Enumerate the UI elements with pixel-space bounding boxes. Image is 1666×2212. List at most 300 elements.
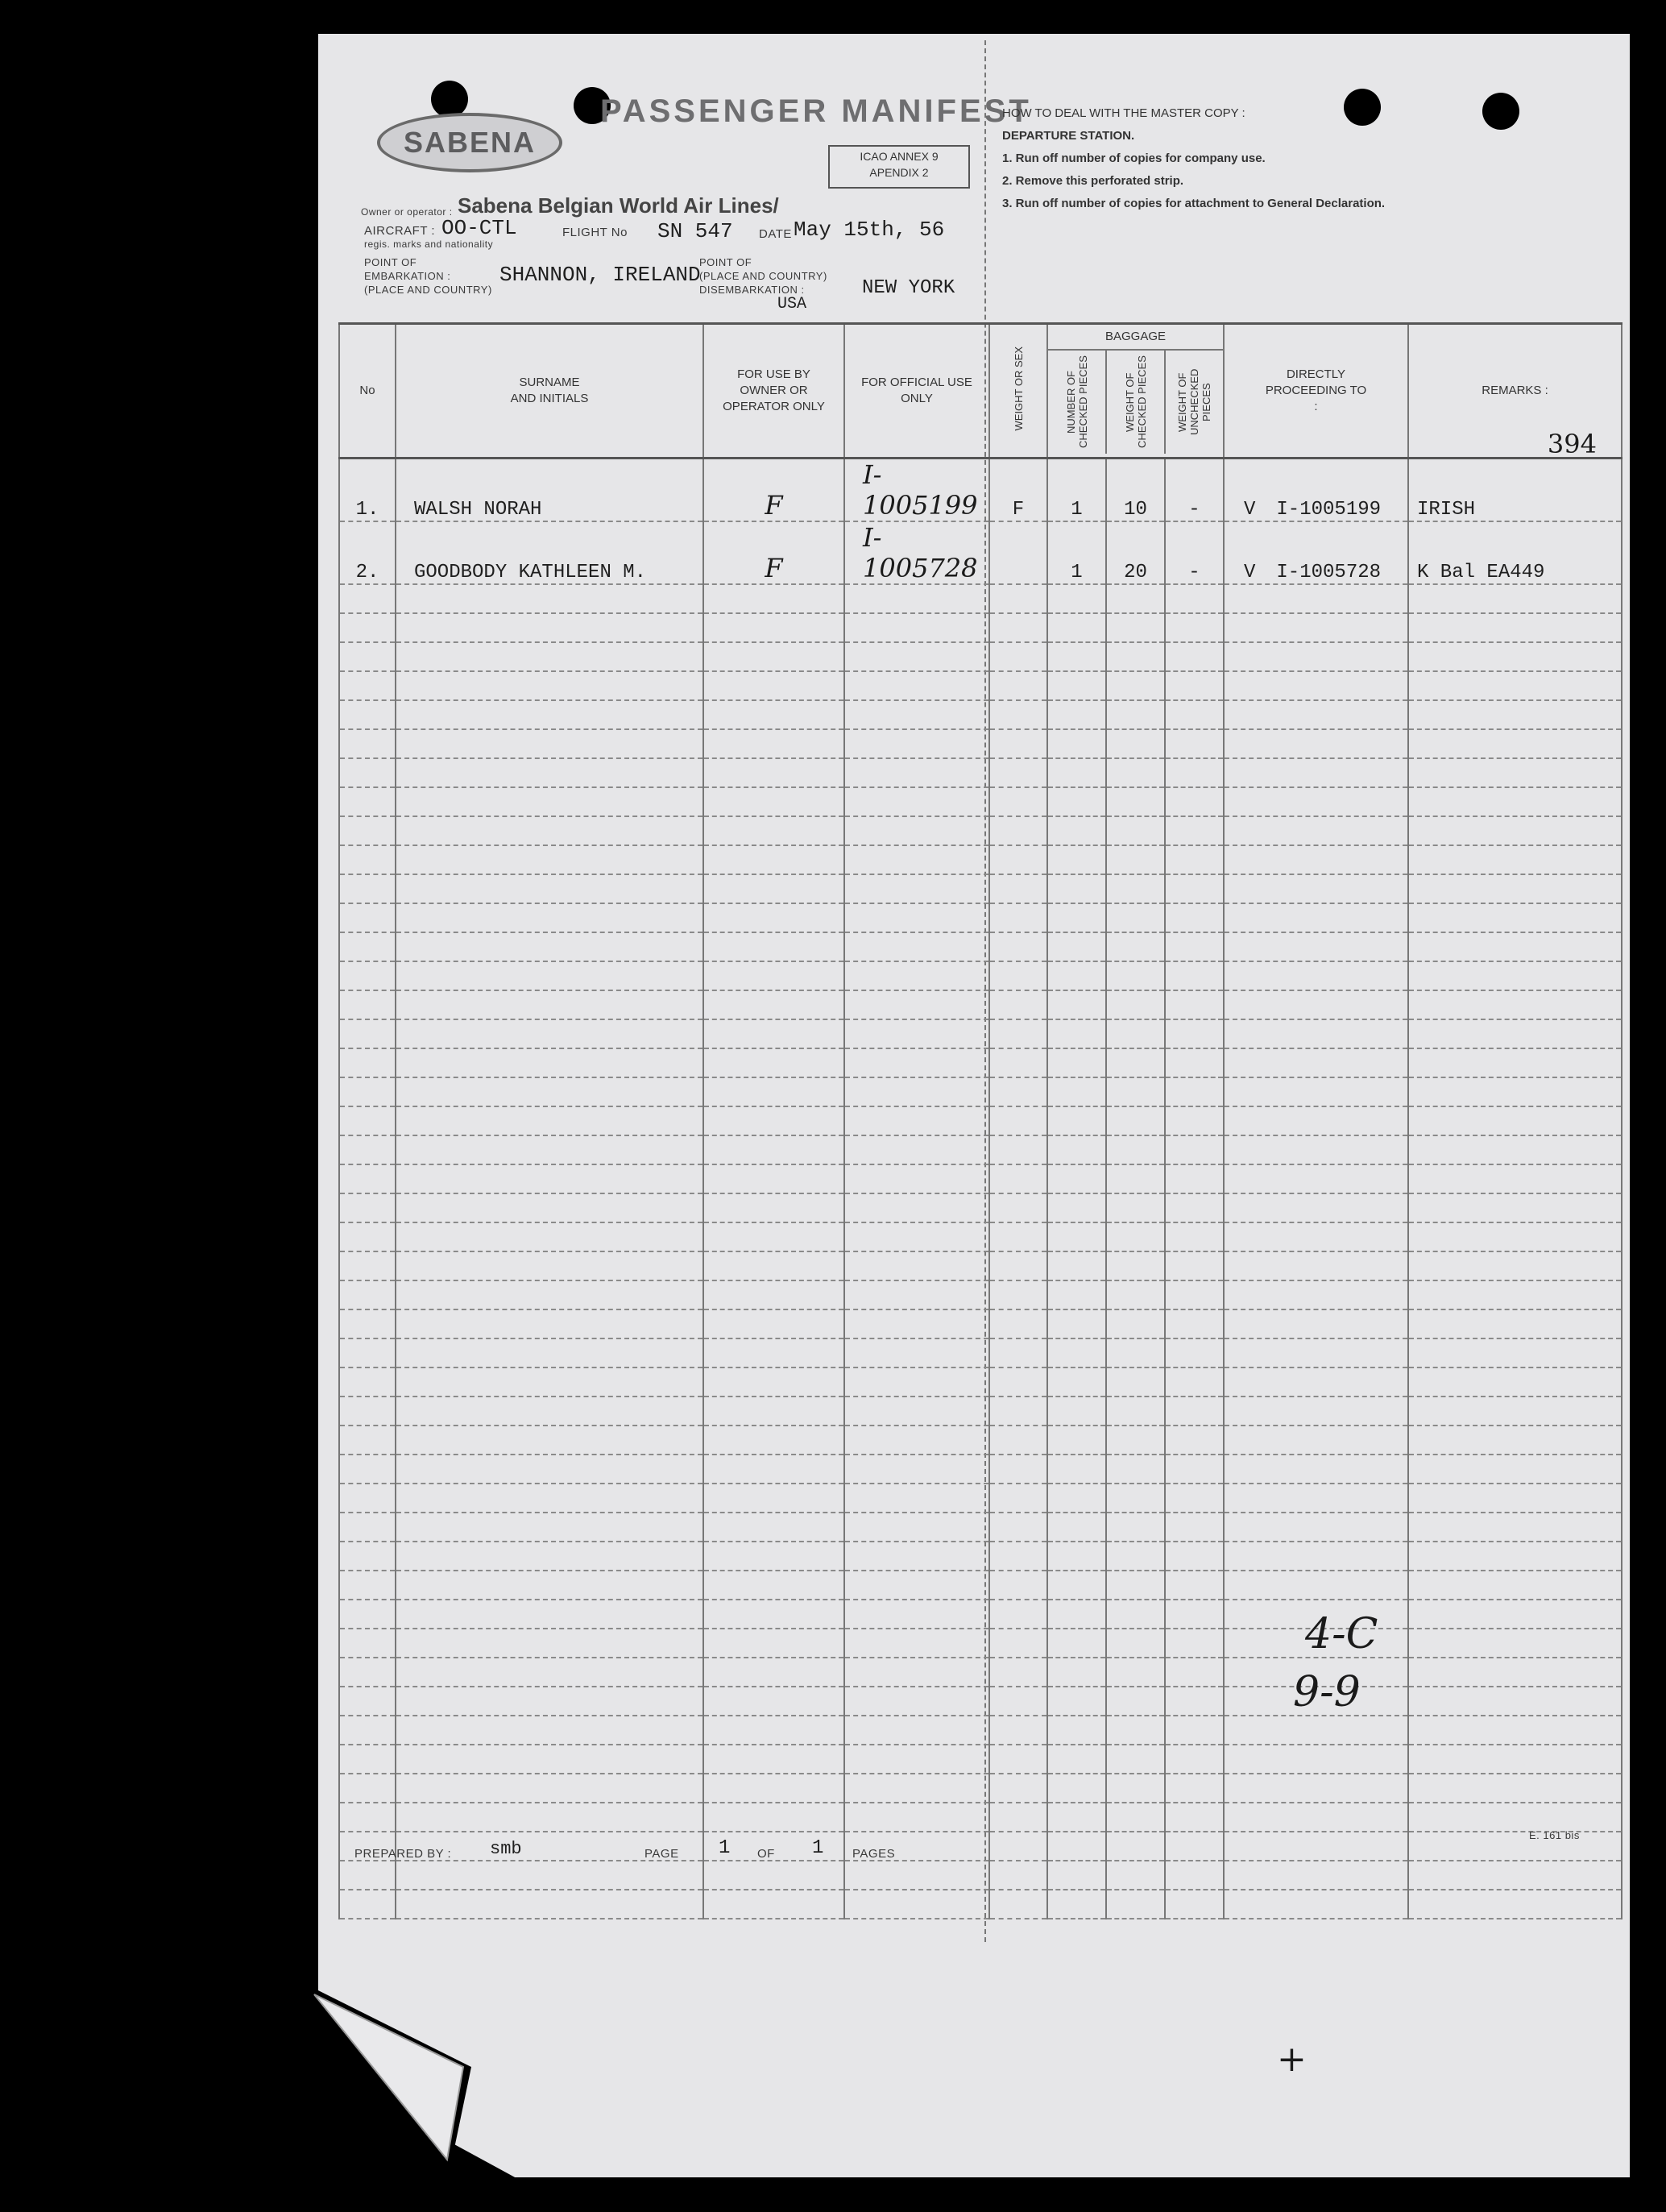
cell-official (844, 961, 989, 990)
cell-official (844, 990, 989, 1019)
cell-weight (1106, 1309, 1165, 1338)
cell-sex (989, 521, 1047, 584)
cell-sex (989, 700, 1047, 729)
cell-name (396, 1658, 703, 1687)
cell-name (396, 787, 703, 816)
cell-sex (989, 1571, 1047, 1600)
cell-name (396, 700, 703, 729)
cell-no (339, 1367, 396, 1397)
instructions: HOW TO DEAL WITH THE MASTER COPY : DEPARTURE STATION. 1. Run off number of copies for company use. 2. Remove this perforated strip. 3. Run off number of copies for attachment to General Declaration. (1002, 106, 1386, 210)
cell-no (339, 1019, 396, 1048)
cell-no (339, 1861, 396, 1890)
cell-weight (1106, 1832, 1165, 1861)
cell-pieces (1047, 1484, 1106, 1513)
cell-remarks (1408, 932, 1622, 961)
cell-proceed (1224, 584, 1408, 613)
cell-pieces (1047, 1803, 1106, 1832)
cell-pieces (1047, 1251, 1106, 1280)
cell-unchecked (1165, 1803, 1224, 1832)
cell-official (844, 1164, 989, 1193)
cell-proceed (1224, 1890, 1408, 1919)
cell-pieces (1047, 758, 1106, 787)
cell-unchecked (1165, 874, 1224, 903)
cell-owner (703, 1861, 844, 1890)
table-row (339, 459, 1622, 522)
cell-remarks (1408, 1890, 1622, 1919)
cell-proceed (1224, 700, 1408, 729)
cell-owner (703, 642, 844, 671)
cell-name (396, 459, 703, 522)
col-weight-sex: WEIGHT OR SEX (989, 324, 1047, 459)
cell-unchecked (1165, 1280, 1224, 1309)
cell-remarks (1408, 903, 1622, 932)
blank-row (339, 816, 1622, 845)
cell-weight (1106, 845, 1165, 874)
blank-row (339, 1832, 1622, 1861)
cell-name (396, 1019, 703, 1048)
cell-unchecked (1165, 1629, 1224, 1658)
blank-row (339, 903, 1622, 932)
pages-label: PAGES (852, 1847, 896, 1861)
cell-weight (1106, 613, 1165, 642)
cell-name (396, 845, 703, 874)
cell-unchecked (1165, 459, 1224, 522)
cell-unchecked (1165, 1832, 1224, 1861)
blank-row (339, 1658, 1622, 1687)
cell-unchecked (1165, 1222, 1224, 1251)
cell-weight (1106, 1600, 1165, 1629)
cell-proceed (1224, 459, 1408, 522)
cell-proceed (1224, 990, 1408, 1019)
cell-proceed (1224, 1484, 1408, 1513)
cell-pieces (1047, 1513, 1106, 1542)
blank-row (339, 642, 1622, 671)
cell-pieces (1047, 1193, 1106, 1222)
cell-unchecked (1165, 787, 1224, 816)
cell-unchecked (1165, 1106, 1224, 1135)
blank-row (339, 1687, 1622, 1716)
cell-pieces (1047, 1280, 1106, 1309)
cell-unchecked (1165, 1687, 1224, 1716)
cell-weight (1106, 874, 1165, 903)
cell-pieces (1047, 990, 1106, 1019)
cell-no (339, 1600, 396, 1629)
cell-owner (703, 903, 844, 932)
cell-no (339, 932, 396, 961)
blank-row (339, 1600, 1622, 1629)
cell-pieces (1047, 1716, 1106, 1745)
cell-weight (1106, 671, 1165, 700)
cell-no (339, 521, 396, 584)
cell-unchecked (1165, 1455, 1224, 1484)
cell-remarks (1408, 845, 1622, 874)
cell-owner (703, 1397, 844, 1426)
cell-no (339, 1077, 396, 1106)
cell-proceed (1224, 1542, 1408, 1571)
blank-row (339, 584, 1622, 613)
cell-proceed (1224, 1832, 1408, 1861)
cell-remarks (1408, 1774, 1622, 1803)
cell-pieces (1047, 1077, 1106, 1106)
cell-name (396, 1542, 703, 1571)
value-name: WALSH NORAH (414, 499, 542, 521)
cell-name (396, 1135, 703, 1164)
cell-proceed (1224, 729, 1408, 758)
cell-sex (989, 758, 1047, 787)
cell-proceed (1224, 1135, 1408, 1164)
disembark-label-1: POINT OF (699, 256, 752, 268)
cell-name (396, 1745, 703, 1774)
blank-row (339, 1367, 1622, 1397)
cell-official (844, 1222, 989, 1251)
cell-pieces (1047, 932, 1106, 961)
cell-no (339, 1745, 396, 1774)
proceed-code: I-1005728 (1276, 562, 1382, 583)
cell-sex (989, 903, 1047, 932)
cell-no (339, 1542, 396, 1571)
cell-name (396, 961, 703, 990)
cell-weight (1106, 1803, 1165, 1832)
cell-sex (989, 816, 1047, 845)
value-official: I-1005199 (863, 459, 978, 521)
value-owner: F (765, 490, 783, 521)
cell-name (396, 1629, 703, 1658)
value-pieces: 1 (1071, 499, 1083, 521)
blank-row (339, 1774, 1622, 1803)
cell-sex (989, 1484, 1047, 1513)
blank-row (339, 758, 1622, 787)
cell-unchecked (1165, 1135, 1224, 1164)
disembark-country: USA (777, 295, 807, 313)
cell-official (844, 1484, 989, 1513)
cell-remarks (1408, 1164, 1622, 1193)
cell-official (844, 1019, 989, 1048)
cell-name (396, 1222, 703, 1251)
cell-official (844, 729, 989, 758)
cell-official (844, 1135, 989, 1164)
cell-pieces (1047, 1890, 1106, 1919)
cell-remarks (1408, 1484, 1622, 1513)
cell-proceed (1224, 1774, 1408, 1803)
cell-official (844, 1367, 989, 1397)
cell-proceed (1224, 1048, 1408, 1077)
cell-weight (1106, 816, 1165, 845)
cell-pieces (1047, 521, 1106, 584)
cell-no (339, 1164, 396, 1193)
cell-official (844, 1774, 989, 1803)
cell-proceed (1224, 1367, 1408, 1397)
cell-proceed (1224, 816, 1408, 845)
blank-row (339, 1338, 1622, 1367)
cell-remarks (1408, 1251, 1622, 1280)
blank-row (339, 1164, 1622, 1193)
cell-remarks (1408, 1048, 1622, 1077)
cell-name (396, 1600, 703, 1629)
cell-owner (703, 1280, 844, 1309)
cell-name (396, 1193, 703, 1222)
cell-weight (1106, 1571, 1165, 1600)
col-official: FOR OFFICIAL USE ONLY (844, 324, 989, 459)
cell-sex (989, 1280, 1047, 1309)
cell-official (844, 459, 989, 522)
cell-sex (989, 1251, 1047, 1280)
cell-remarks (1408, 1367, 1622, 1397)
cell-sex (989, 1048, 1047, 1077)
cell-weight (1106, 1861, 1165, 1890)
blank-row (339, 1745, 1622, 1774)
handwritten-mark: + (1277, 2039, 1307, 2080)
cell-weight (1106, 1222, 1165, 1251)
cell-unchecked (1165, 1193, 1224, 1222)
cell-official (844, 1513, 989, 1542)
cell-unchecked (1165, 932, 1224, 961)
cell-official (844, 1803, 989, 1832)
cell-official (844, 1309, 989, 1338)
cell-unchecked (1165, 1890, 1224, 1919)
cell-no (339, 1426, 396, 1455)
value-official: I-1005728 (863, 522, 978, 583)
blank-row (339, 1077, 1622, 1106)
cell-proceed (1224, 521, 1408, 584)
cell-sex (989, 1600, 1047, 1629)
cell-remarks (1408, 1571, 1622, 1600)
cell-official (844, 700, 989, 729)
cell-owner (703, 990, 844, 1019)
cell-official (844, 1687, 989, 1716)
cell-no (339, 874, 396, 903)
cell-remarks (1408, 584, 1622, 613)
cell-sex (989, 584, 1047, 613)
cell-proceed (1224, 1019, 1408, 1048)
cell-weight (1106, 1426, 1165, 1455)
cell-remarks (1408, 1687, 1622, 1716)
cell-sex (989, 1193, 1047, 1222)
date-value: May 15th, 56 (794, 218, 945, 242)
folded-corner (310, 1986, 471, 2164)
cell-name (396, 990, 703, 1019)
cell-unchecked (1165, 1542, 1224, 1571)
cell-name (396, 816, 703, 845)
cell-unchecked (1165, 700, 1224, 729)
cell-unchecked (1165, 1077, 1224, 1106)
cell-pieces (1047, 1367, 1106, 1397)
embark-label-1: POINT OF (364, 256, 417, 268)
cell-no (339, 1397, 396, 1426)
cell-official (844, 642, 989, 671)
handwritten-note-1: 4-C (1305, 1610, 1378, 1658)
cell-owner (703, 758, 844, 787)
cell-proceed (1224, 961, 1408, 990)
cell-official (844, 1338, 989, 1367)
cell-unchecked (1165, 1571, 1224, 1600)
cell-sex (989, 1658, 1047, 1687)
cell-name (396, 1716, 703, 1745)
cell-pieces (1047, 1338, 1106, 1367)
cell-proceed (1224, 1571, 1408, 1600)
cell-owner (703, 1658, 844, 1687)
cell-unchecked (1165, 1745, 1224, 1774)
cell-unchecked (1165, 1513, 1224, 1542)
blank-row (339, 1397, 1622, 1426)
cell-owner (703, 961, 844, 990)
cell-sex (989, 874, 1047, 903)
blank-row (339, 1571, 1622, 1600)
cell-proceed (1224, 1455, 1408, 1484)
col-weight-checked: WEIGHT OF CHECKED PIECES (1123, 355, 1148, 449)
cell-pieces (1047, 874, 1106, 903)
punch-hole (1482, 93, 1519, 130)
cell-owner (703, 1222, 844, 1251)
cell-remarks (1408, 642, 1622, 671)
cell-proceed (1224, 642, 1408, 671)
blank-row (339, 1280, 1622, 1309)
cell-weight (1106, 459, 1165, 522)
cell-unchecked (1165, 1861, 1224, 1890)
of-value: 1 (812, 1837, 824, 1859)
cell-owner (703, 729, 844, 758)
cell-pieces (1047, 961, 1106, 990)
cell-unchecked (1165, 584, 1224, 613)
cell-unchecked (1165, 816, 1224, 845)
cell-remarks (1408, 1222, 1622, 1251)
cell-remarks (1408, 1513, 1622, 1542)
blank-row (339, 990, 1622, 1019)
cell-proceed (1224, 932, 1408, 961)
cell-sex (989, 1542, 1047, 1571)
cell-weight (1106, 758, 1165, 787)
cell-name (396, 1397, 703, 1426)
cell-remarks (1408, 758, 1622, 787)
cell-official (844, 903, 989, 932)
col-baggage: BAGGAGE NUMBER OF CHECKED PIECES WEIGHT OF CHECKED PIECES WEIGHT OF UNCHECKED PIECES (1047, 324, 1224, 459)
cell-official (844, 1048, 989, 1077)
value-remarks: IRISH (1417, 499, 1476, 521)
cell-remarks (1408, 459, 1622, 522)
disembark-value: NEW YORK (862, 277, 955, 299)
cell-proceed (1224, 1803, 1408, 1832)
cell-no (339, 1309, 396, 1338)
cell-pieces (1047, 1019, 1106, 1048)
blank-row (339, 874, 1622, 903)
cell-weight (1106, 1455, 1165, 1484)
cell-proceed (1224, 758, 1408, 787)
cell-official (844, 1426, 989, 1455)
cell-owner (703, 521, 844, 584)
cell-unchecked (1165, 961, 1224, 990)
cell-name (396, 1890, 703, 1919)
cell-unchecked (1165, 671, 1224, 700)
cell-official (844, 874, 989, 903)
cell-name (396, 729, 703, 758)
blank-row (339, 1426, 1622, 1455)
col-remarks: REMARKS : 394 (1408, 324, 1622, 459)
aircraft-value: OO-CTL (441, 216, 517, 240)
cell-owner (703, 1513, 844, 1542)
prepared-label: PREPARED BY : (354, 1847, 452, 1861)
operator-value: Sabena Belgian World Air Lines/ (458, 193, 779, 218)
cell-pieces (1047, 816, 1106, 845)
cell-sex (989, 1426, 1047, 1455)
cell-remarks (1408, 874, 1622, 903)
cell-name (396, 1803, 703, 1832)
blank-row (339, 1542, 1622, 1571)
cell-unchecked (1165, 1048, 1224, 1077)
cell-name (396, 1077, 703, 1106)
blank-row (339, 1455, 1622, 1484)
value-name: GOODBODY KATHLEEN M. (414, 562, 647, 583)
cell-remarks (1408, 1658, 1622, 1687)
cell-sex (989, 1397, 1047, 1426)
blank-row (339, 700, 1622, 729)
cell-remarks (1408, 1135, 1622, 1164)
blank-row (339, 1251, 1622, 1280)
cell-sex (989, 1832, 1047, 1861)
aircraft-label: AIRCRAFT : (364, 224, 436, 238)
cell-name (396, 1513, 703, 1542)
cell-pieces (1047, 1600, 1106, 1629)
cell-proceed (1224, 1251, 1408, 1280)
cell-owner (703, 1542, 844, 1571)
cell-weight (1106, 787, 1165, 816)
cell-name (396, 1280, 703, 1309)
cell-pieces (1047, 787, 1106, 816)
cell-no (339, 671, 396, 700)
cell-official (844, 845, 989, 874)
cell-proceed (1224, 1397, 1408, 1426)
cell-name (396, 613, 703, 642)
cell-no (339, 584, 396, 613)
blank-row (339, 1890, 1622, 1919)
blank-row (339, 932, 1622, 961)
cell-name (396, 1251, 703, 1280)
cell-pieces (1047, 1658, 1106, 1687)
cell-weight (1106, 1658, 1165, 1687)
cell-remarks (1408, 613, 1622, 642)
page-title: PASSENGER MANIFEST (600, 93, 1032, 129)
cell-no (339, 1774, 396, 1803)
cell-official (844, 1716, 989, 1745)
cell-owner (703, 1484, 844, 1513)
cell-weight (1106, 1048, 1165, 1077)
col-no: No (339, 324, 396, 459)
cell-weight (1106, 1397, 1165, 1426)
cell-owner (703, 1135, 844, 1164)
cell-owner (703, 1890, 844, 1919)
cell-no (339, 1484, 396, 1513)
cell-name (396, 874, 703, 903)
cell-official (844, 1455, 989, 1484)
cell-official (844, 1571, 989, 1600)
blank-row (339, 1048, 1622, 1077)
cell-sex (989, 613, 1047, 642)
cell-weight (1106, 1280, 1165, 1309)
cell-remarks (1408, 1803, 1622, 1832)
cell-pieces (1047, 459, 1106, 522)
flight-label: FLIGHT No (562, 226, 628, 239)
cell-no (339, 1106, 396, 1135)
cell-no (339, 729, 396, 758)
blank-row (339, 613, 1622, 642)
cell-sex (989, 1513, 1047, 1542)
cell-name (396, 1861, 703, 1890)
cell-no (339, 816, 396, 845)
proceed-mark: V (1244, 562, 1256, 583)
cell-unchecked (1165, 1338, 1224, 1367)
cell-remarks (1408, 961, 1622, 990)
cell-unchecked (1165, 1484, 1224, 1513)
cell-pieces (1047, 671, 1106, 700)
cell-weight (1106, 903, 1165, 932)
